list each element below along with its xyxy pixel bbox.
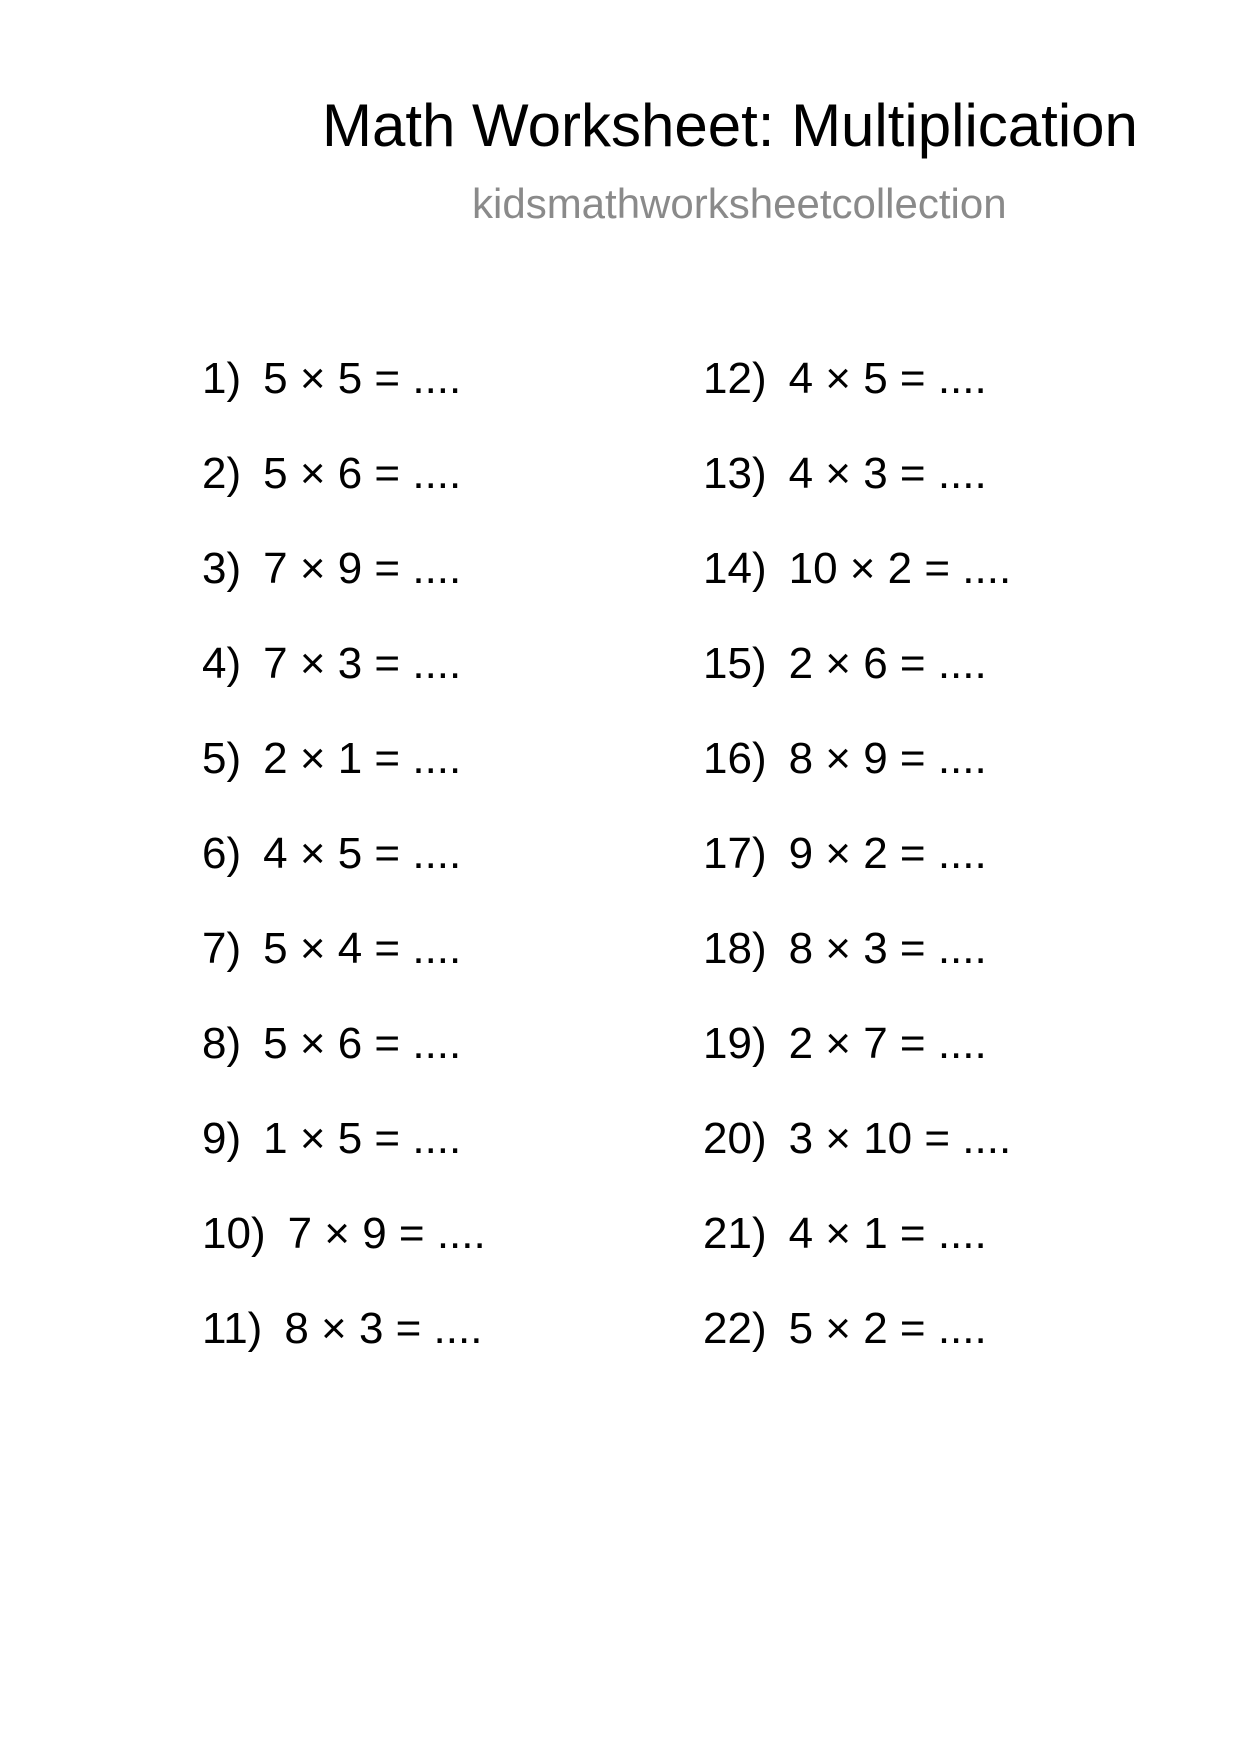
problem-number: 17) (703, 829, 767, 878)
page-subtitle: kidsmathworksheetcollection (472, 180, 1007, 227)
problem-item (202, 545, 486, 640)
problem-expression: 10 × 2 = .... (788, 544, 1012, 593)
problem-expression: 7 × 3 = .... (263, 639, 462, 688)
problem-item (703, 1305, 1011, 1400)
problem-number: 3) (202, 544, 242, 593)
problem-item (202, 1305, 486, 1400)
problem-number: 1) (202, 354, 242, 403)
problem-number: 2) (202, 449, 242, 498)
problem-expression: 7 × 9 = .... (263, 544, 462, 593)
problem-item (703, 1115, 1011, 1210)
problem-item (202, 450, 486, 545)
problem-number: 7) (202, 924, 242, 973)
problem-number: 4) (202, 639, 242, 688)
problem-item (202, 735, 486, 830)
problem-number: 10) (202, 1209, 266, 1258)
problem-number: 11) (202, 1304, 263, 1353)
problem-item (202, 355, 486, 450)
problem-expression: 4 × 1 = .... (788, 1209, 987, 1258)
problem-item (202, 640, 486, 735)
problem-item (202, 1210, 486, 1305)
problem-expression: 9 × 2 = .... (788, 829, 987, 878)
problem-expression: 2 × 6 = .... (788, 639, 987, 688)
problem-number: 6) (202, 829, 242, 878)
problem-expression: 8 × 9 = .... (788, 734, 987, 783)
problem-number: 5) (202, 734, 242, 783)
problem-number: 19) (703, 1019, 767, 1068)
problem-expression: 5 × 6 = .... (263, 449, 462, 498)
problem-item (703, 925, 1011, 1020)
problem-number: 8) (202, 1019, 242, 1068)
problem-number: 15) (703, 639, 767, 688)
page-title: Math Worksheet: Multiplication (322, 92, 1138, 159)
problem-expression: 5 × 6 = .... (263, 1019, 462, 1068)
problem-number: 21) (703, 1209, 767, 1258)
problem-expression: 3 × 10 = .... (788, 1114, 1012, 1163)
problem-expression: 5 × 4 = .... (263, 924, 462, 973)
problem-item (703, 450, 1011, 545)
problem-expression: 8 × 3 = .... (788, 924, 987, 973)
problem-number: 20) (703, 1114, 767, 1163)
problem-expression: 2 × 7 = .... (788, 1019, 987, 1068)
problem-item (202, 1115, 486, 1210)
problem-item (703, 830, 1011, 925)
problem-item (202, 1020, 486, 1115)
problem-column-left (202, 355, 486, 1400)
problem-expression: 8 × 3 = .... (284, 1304, 483, 1353)
problem-item (703, 735, 1011, 830)
problem-item (703, 355, 1011, 450)
problem-number: 18) (703, 924, 767, 973)
problem-number: 9) (202, 1114, 242, 1163)
problem-item (703, 1020, 1011, 1115)
problem-expression: 2 × 1 = .... (263, 734, 462, 783)
problem-item (703, 1210, 1011, 1305)
problem-expression: 5 × 2 = .... (788, 1304, 987, 1353)
problem-expression: 4 × 5 = .... (788, 354, 987, 403)
problem-expression: 1 × 5 = .... (263, 1114, 462, 1163)
problem-number: 12) (703, 354, 767, 403)
problem-item (202, 925, 486, 1020)
problem-column-right (703, 355, 1011, 1400)
problem-item (202, 830, 486, 925)
problem-number: 22) (703, 1304, 767, 1353)
problem-item (703, 640, 1011, 735)
problem-expression: 4 × 3 = .... (788, 449, 987, 498)
problem-expression: 4 × 5 = .... (263, 829, 462, 878)
problem-number: 13) (703, 449, 767, 498)
problem-item (703, 545, 1011, 640)
problem-expression: 5 × 5 = .... (263, 354, 462, 403)
problem-number: 14) (703, 544, 767, 593)
problem-number: 16) (703, 734, 767, 783)
problem-expression: 7 × 9 = .... (287, 1209, 486, 1258)
